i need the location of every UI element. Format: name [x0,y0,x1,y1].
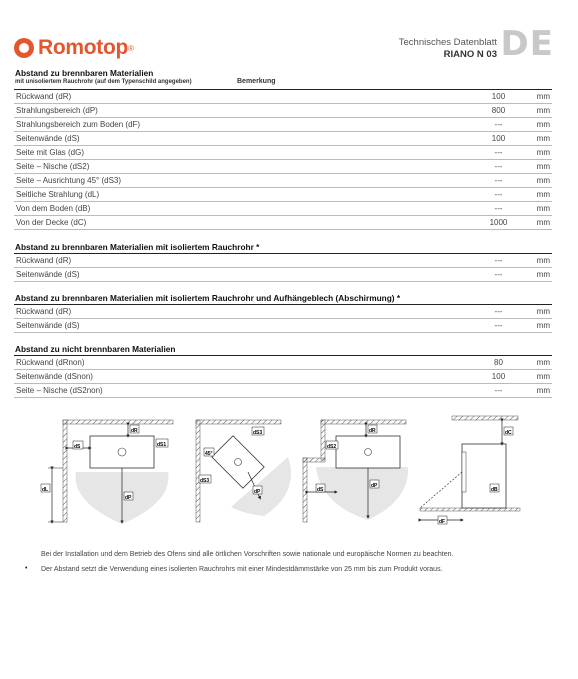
row-unit: mm [501,202,552,216]
row-label: Rückwand (dRnon) [14,356,426,370]
row-label: Rückwand (dR) [14,254,426,268]
table-row [14,90,552,104]
table-row [14,216,552,230]
section4-table [14,355,552,398]
ds2-label-1: dS2 [327,444,337,450]
section3-table [14,304,552,333]
diagram-wall-corner [41,420,173,524]
dr-label-3: dR [369,428,376,434]
table-row [14,174,552,188]
row-unit: mm [501,254,552,268]
row-unit: mm [501,356,552,370]
row-value: --- [461,254,536,268]
df-label-1: dF [439,519,446,525]
row-unit: mm [501,146,552,160]
row-label: Seitliche Strahlung (dL) [14,188,426,202]
section3-title: Abstand zu brennbaren Materialien mit isoliertem Rauchrohr und Aufhängeblech (Abschirmung) * [15,293,401,303]
table-row [14,356,552,370]
row-value: 1000 [461,216,536,230]
section2-table [14,253,552,282]
row-value: 100 [461,370,536,384]
row-value: 80 [461,356,536,370]
table-row [14,132,552,146]
row-value: --- [461,146,536,160]
row-value: --- [461,268,536,282]
dp-label-1: dP [125,495,132,501]
note-bullet: • [25,565,28,572]
section1-table [14,89,552,230]
dr-label-1: dR [131,428,138,434]
ds3-label-1: dS3 [253,430,263,436]
row-value: --- [461,202,536,216]
diagram-corner-45 [196,420,291,522]
dp-label-2: dP [254,489,261,495]
row-unit: mm [501,160,552,174]
row-value: --- [461,174,536,188]
diagram-niche [303,420,408,522]
clearance-diagrams [42,412,528,532]
row-unit: mm [501,90,552,104]
section1-title: Abstand zu brennbaren Materialien [15,68,154,78]
ds1-label-1: dS1 [157,442,167,448]
row-value: 800 [461,104,536,118]
row-label: Seitenwände (dS) [14,132,426,146]
dl-label-1: dL [42,487,49,493]
table-row [14,146,552,160]
note-installation: Bei der Installation und dem Betrieb des Ofens sind alle örtlichen Vorschriften sowie nationale und europäische Normen zu beachten. [41,551,454,558]
row-value: --- [461,160,536,174]
section4-title: Abstand zu nicht brennbaren Materialien [15,344,176,354]
row-label: Seitenwände (dS) [14,319,426,333]
angle-label: 45° [205,451,213,457]
model-name: RIANO N 03 [443,49,497,60]
note-insulation: Der Abstand setzt die Verwendung eines isolierten Rauchrohrs mit einer Mindestdämmstärke von 25 mm bis zum Produkt voraus. [41,566,443,573]
table-row [14,254,552,268]
row-unit: mm [501,174,552,188]
row-unit: mm [501,305,552,319]
language-code: DE [500,24,554,64]
row-value: --- [461,188,536,202]
row-value: 100 [461,132,536,146]
document-type: Technisches Datenblatt [398,37,497,48]
row-label: Seitenwände (dS) [14,268,426,282]
row-unit: mm [501,319,552,333]
table-row [14,268,552,282]
stove-outline [90,436,154,468]
table-row [14,104,552,118]
flame-logo-icon [14,38,34,58]
row-label: Seite – Ausrichtung 45° (dS3) [14,174,426,188]
ds3-label-2: dS3 [200,478,210,484]
ds-label-1: dS [74,444,81,450]
row-label: Von dem Boden (dB) [14,202,426,216]
row-unit: mm [501,216,552,230]
table-row [14,384,552,398]
ds-label-3: dS [317,487,324,493]
row-unit: mm [501,188,552,202]
table-row [14,202,552,216]
brand-name: Romotop [38,36,129,59]
table-row [14,118,552,132]
row-value: --- [461,118,536,132]
diagram-side-elevation [420,416,520,525]
row-unit: mm [501,384,552,398]
row-value: --- [461,384,536,398]
dp-label-3: dP [371,483,378,489]
row-label: Strahlungsbereich zum Boden (dF) [14,118,426,132]
row-label: Seite mit Glas (dG) [14,146,426,160]
row-unit: mm [501,132,552,146]
row-unit: mm [501,268,552,282]
table-row [14,305,552,319]
table-row [14,160,552,174]
row-value: --- [461,305,536,319]
table-row [14,188,552,202]
row-label: Von der Decke (dC) [14,216,426,230]
row-value: --- [461,319,536,333]
row-label: Rückwand (dR) [14,305,426,319]
registered-mark: ® [128,43,134,53]
row-label: Rückwand (dR) [14,90,426,104]
document-header [399,37,497,61]
db-label-1: dB [491,487,498,493]
row-unit: mm [501,370,552,384]
row-label: Seite – Nische (dS2non) [14,384,426,398]
section2-title: Abstand zu brennbaren Materialien mit isoliertem Rauchrohr * [15,242,260,252]
row-unit: mm [501,104,552,118]
row-label: Seite – Nische (dS2) [14,160,426,174]
row-unit: mm [501,118,552,132]
table-row [14,319,552,333]
note-header: Bemerkung [237,78,276,85]
row-label: Seitenwände (dSnon) [14,370,426,384]
table-row [14,370,552,384]
section1-subtitle: mit unisoliertem Rauchrohr (auf dem Typenschild angegeben) [15,79,192,85]
row-label: Strahlungsbereich (dP) [14,104,426,118]
dc-label-1: dC [505,430,512,436]
romotop-logo [14,36,134,60]
row-value: 100 [461,90,536,104]
